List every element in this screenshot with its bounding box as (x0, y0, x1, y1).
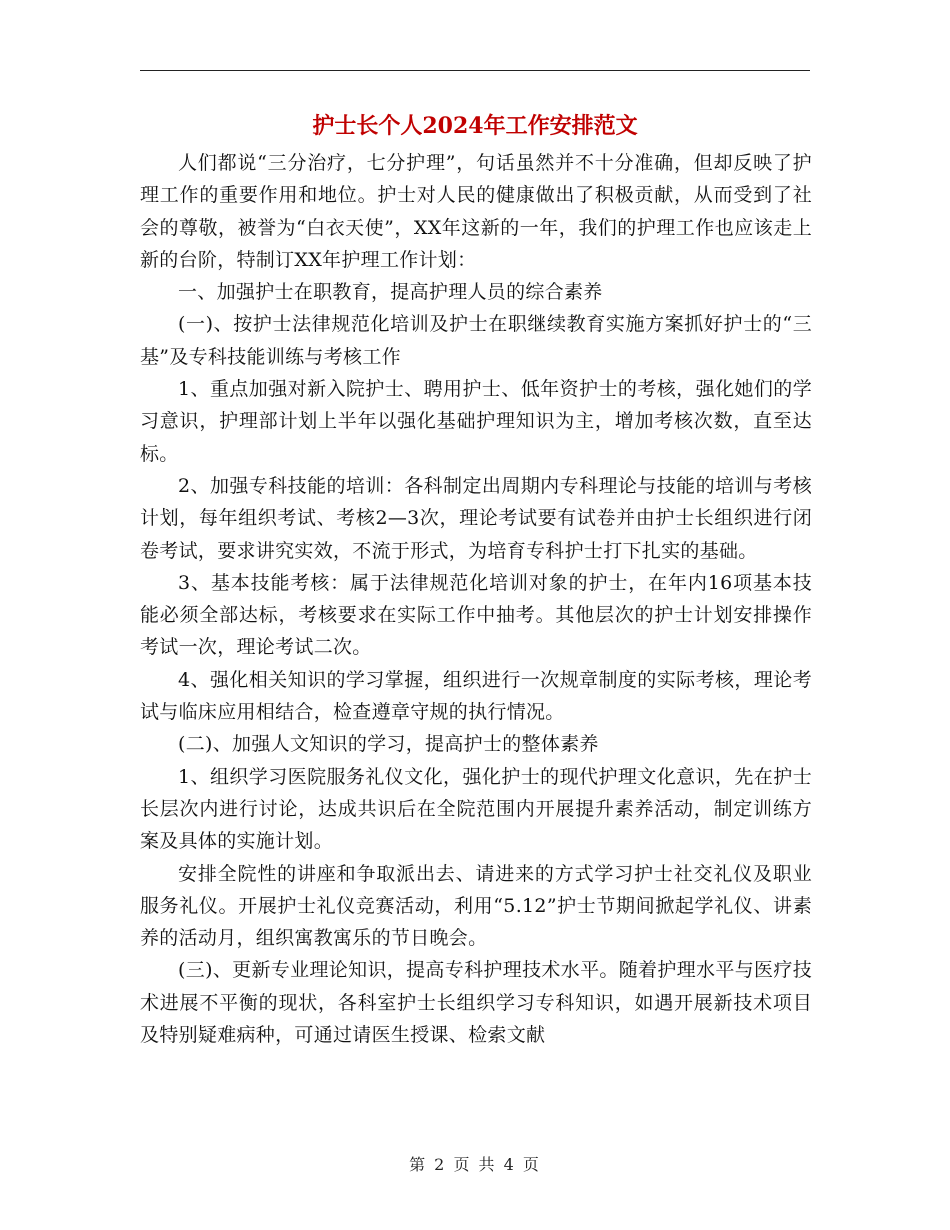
page-number: 第 2 页 共 4 页 (409, 1155, 541, 1174)
heading-subsection-3: (三)、更新专业理论知识，提高专科护理技术水平。随着护理水平与医疗技术进展不平衡的现状，各科室护士长组织学习专科知识，如遇开展新技术项目及特别疑难病种，可通过请医生授课、检索文献 (140, 959, 812, 1047)
paragraph-item-3: 3、基本技能考核：属于法律规范化培训对象的护士，在年内16项基本技能必须全部达标，考核要求在实际工作中抽考。其他层次的护士计划安排操作考试一次，理论考试二次。 (140, 571, 812, 659)
document-body (140, 147, 812, 1051)
paragraph-etiquette-2: 安排全院性的讲座和争取派出去、请进来的方式学习护士社交礼仪及职业服务礼仪。开展护士礼仪竞赛活动，利用“5.12”护士节期间掀起学礼仪、讲素养的活动月，组织寓教寓乐的节日晚会。 (140, 862, 812, 950)
paragraph-item-2: 2、加强专科技能的培训：各科制定出周期内专科理论与技能的培训与考核计划，每年组织考试、考核2—3次，理论考试要有试卷并由护士长组织进行闭卷考试，要求讲究实效，不流于形式，为培育专科护士打下扎实的基础。 (140, 474, 812, 562)
paragraph-item-4: 4、强化相关知识的学习掌握，组织进行一次规章制度的实际考核，理论考试与临床应用相结合，检查遵章守规的执行情况。 (140, 668, 812, 724)
header-rule (140, 70, 810, 71)
heading-subsection-1: (一)、按护士法律规范化培训及护士在职继续教育实施方案抓好护士的“三基”及专科技能训练与考核工作 (140, 313, 812, 368)
heading-subsection-2: (二)、加强人文知识的学习，提高护士的整体素养 (178, 733, 599, 756)
paragraph-intro: 人们都说“三分治疗，七分护理”，句话虽然并不十分准确，但却反映了护理工作的重要作用和地位。护士对人民的健康做出了积极贡献，从而受到了社会的尊敬，被誉为“白衣天使”，XX年这新的一年，我们的护理工作也应该走上新的台阶，特制订XX年护理工作计划： (140, 152, 812, 271)
document-title: 护士长个人2024年工作安排范文 (312, 113, 638, 139)
paragraph-item-1: 1、重点加强对新入院护士、聘用护士、低年资护士的考核，强化她们的学习意识，护理部计划上半年以强化基础护理知识为主，增加考核次数，直至达标。 (140, 378, 812, 465)
paragraph-etiquette-1: 1、组织学习医院服务礼仪文化，强化护士的现代护理文化意识，先在护士长层次内进行讨论，达成共识后在全院范围内开展提升素养活动，制定训练方案及具体的实施计划。 (140, 765, 812, 853)
heading-section-1: 一、加强护士在职教育，提高护理人员的综合素养 (178, 281, 603, 304)
